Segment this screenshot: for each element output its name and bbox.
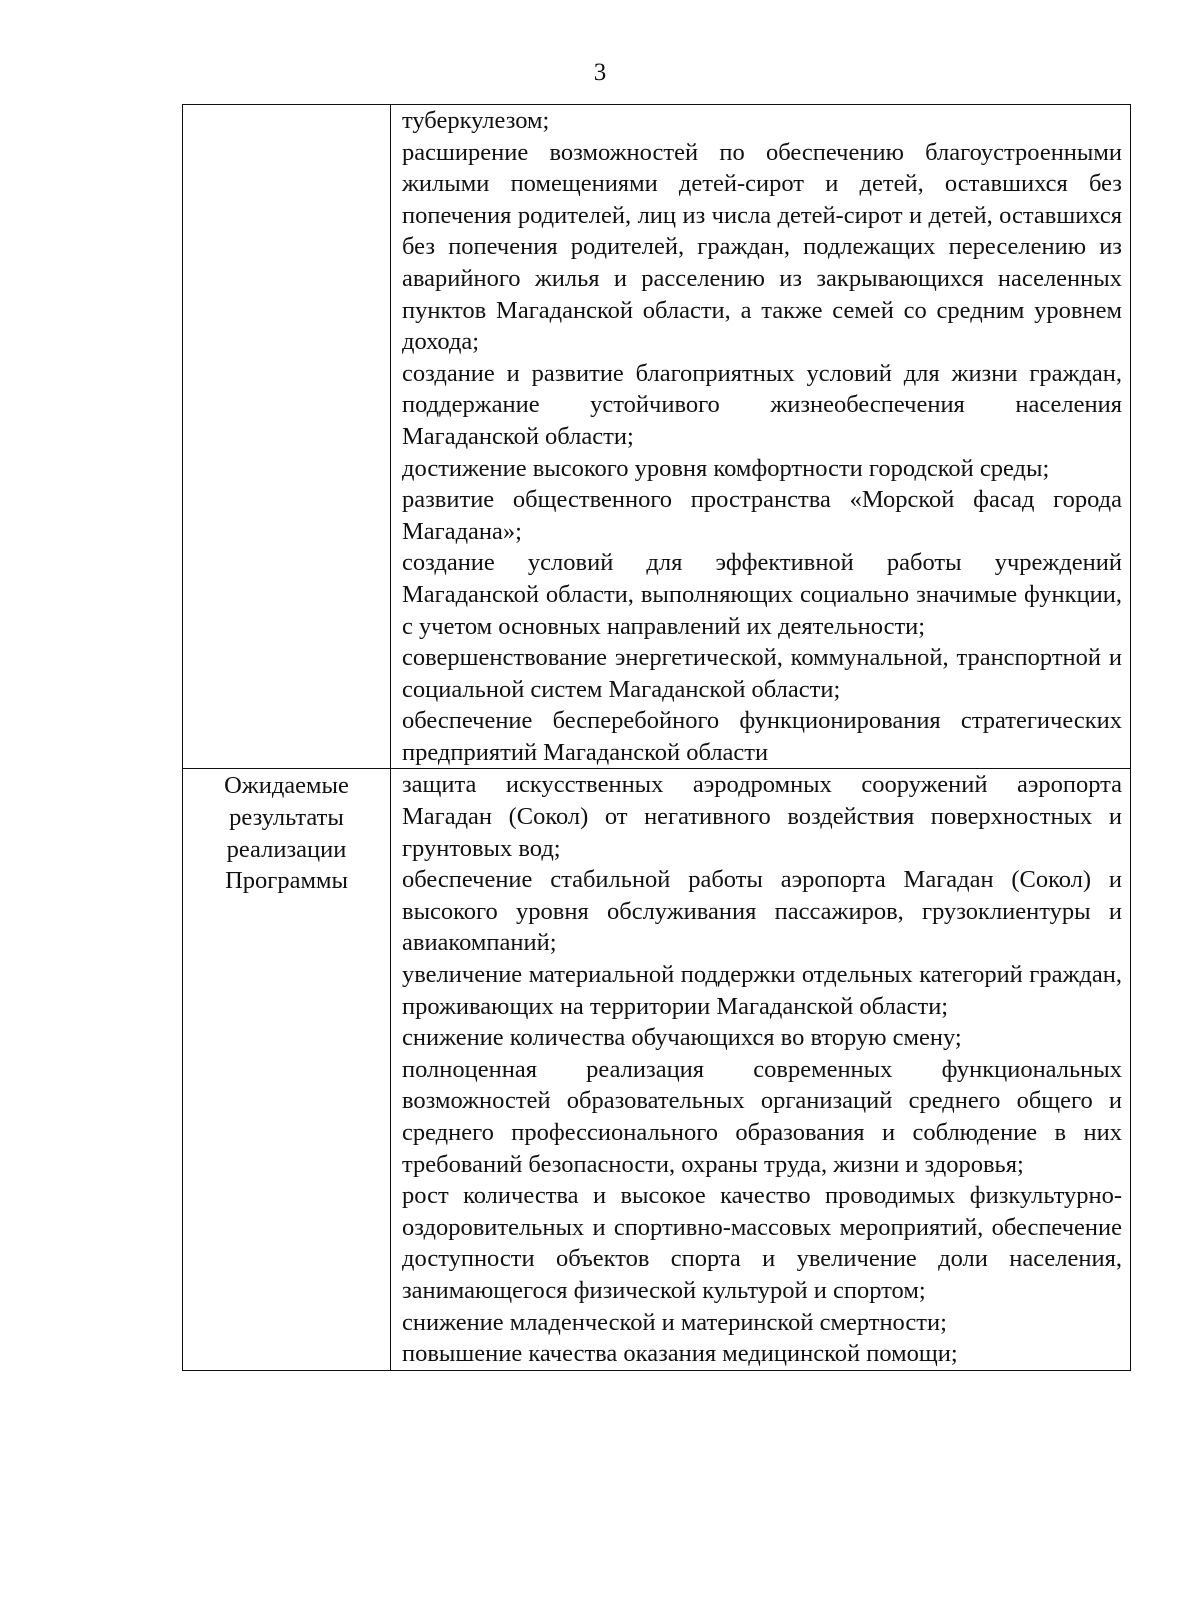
page-number: 3 <box>593 59 607 86</box>
list-item: достижение высокого уровня комфортности городской среды; <box>402 454 1050 482</box>
list-item: повышение качества оказания медицинской помощи; <box>402 1340 958 1368</box>
row-label-cell <box>183 769 391 1370</box>
row-label-cell-empty <box>183 105 391 769</box>
list-item: туберкулезом; <box>402 107 550 134</box>
list-item: снижение количества обучающихся во вторую смену; <box>402 1024 962 1052</box>
list-item: обеспечение бесперебойного функционирования стратегических предприятий Магаданской области <box>402 707 1122 766</box>
list-item: обеспечение стабильной работы аэропорта Магадан (Сокол) и высокого уровня обслуживания пассажиров, грузоклиентуры и авиакомпаний; <box>402 866 1122 957</box>
row-label-line: результаты <box>229 804 344 832</box>
row-label-line: Ожидаемые <box>224 772 349 800</box>
list-item: развитие общественного пространства «Морской фасад города Магадана»; <box>402 486 1122 545</box>
list-item: полноценная реализация современных функциональных возможностей образовательных организаций среднего общего и среднего профессионального образования и соблюдение в них требований безопасности, охраны труда, жизни и здоровья; <box>402 1055 1122 1178</box>
list-item: создание условий для эффективной работы учреждений Магаданской области, выполняющих социально значимые функции, с учетом основных направлений их деятельности; <box>402 549 1122 640</box>
row-content-cell <box>391 769 1131 1370</box>
list-item: создание и развитие благоприятных условий для жизни граждан, поддержание устойчивого жизнеобеспечения населения Магаданской области; <box>402 359 1122 450</box>
list-item: защита искусственных аэродромных сооружений аэропорта Магадан (Сокол) от негативного воздействия поверхностных и грунтовых вод; <box>402 771 1122 862</box>
list-item: снижение младенческой и материнской смертности; <box>402 1308 947 1336</box>
row-content-cell <box>391 105 1131 769</box>
table-row-expected-results <box>183 769 1131 1370</box>
row-label-line: реализации <box>226 835 347 863</box>
list-item: совершенствование энергетической, коммунальной, транспортной и социальной систем Магаданской области; <box>402 644 1122 703</box>
list-item: увеличение материальной поддержки отдельных категорий граждан, проживающих на территории Магаданской области; <box>402 961 1122 1020</box>
list-item: расширение возможностей по обеспечению благоустроенными жилыми помещениями детей-сирот и детей, оставшихся без попечения родителей, лиц из числа детей-сирот и детей, оставшихся без попечения родителей, граждан, подлежащих переселению из аварийного жилья и расселению из закрывающихся населенных пунктов Магаданской области, а также семей со средним уровнем дохода; <box>402 138 1122 356</box>
row-label-line: Программы <box>225 867 348 895</box>
program-passport-table <box>182 104 1131 1371</box>
table-row-goals-continued <box>183 105 1131 769</box>
list-item: рост количества и высокое качество проводимых физкультурно-оздоровительных и спортивно-массовых мероприятий, обеспечение доступности объектов спорта и увеличение доли населения, занимающегося физической культурой и спортом; <box>402 1182 1122 1304</box>
